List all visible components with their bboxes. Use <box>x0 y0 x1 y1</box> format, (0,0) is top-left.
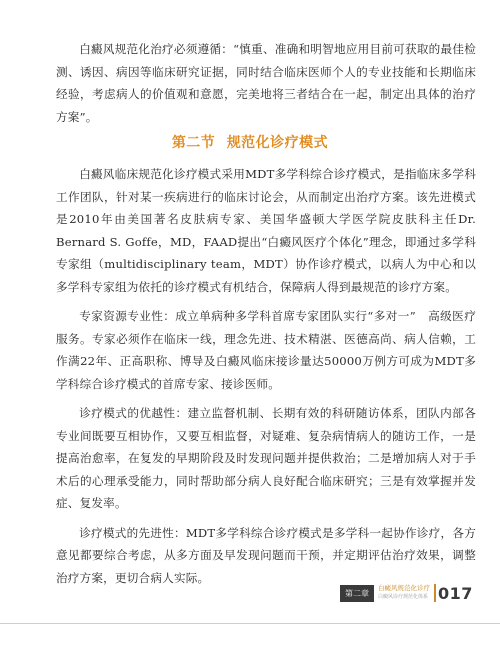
section-number: 第二节 <box>171 135 216 151</box>
section-heading <box>0 132 500 152</box>
footer-divider <box>434 584 436 602</box>
intro-section <box>56 38 476 128</box>
body-section <box>56 163 476 596</box>
footer-titles <box>378 584 430 602</box>
chapter-tab: 第二章 <box>340 585 374 602</box>
body-paragraph-3: 诊疗模式的优越性：建立监督机制、长期有效的科研随访体系，团队内部各专业间既要互相协作，又要互相监督，对疑难、复杂病情病人的随访工作，一是提高治愈率，在复发的早期阶段及时发现问题并提供救治；二是增加病人对于手术后的心理承受能力，同时帮助部分病人良好配合临床研究；三是有效掌握并发症、复发率。 <box>56 406 476 510</box>
body-paragraph-4: 诊疗模式的先进性：MDT多学科综合诊疗模式是多学科一起协作诊疗，各方意见都要综合考虑，从多方面及早发现问题而干预，并定期评估治疗效果，调整治疗方案，更切合病人实际。 <box>56 525 476 585</box>
body-paragraph-2: 专家资源专业性：成立单病种多学科首席专家团队实行“多对一” 高级医疗服务。专家必须作在临床一线，理念先进、技术精湛、医德高尚、病人信赖，工作满22年、正高职称、博导及白癜风临床接诊量达50000万例方可成为MDT多学科综合诊疗模式的首席专家、接诊医师。 <box>56 309 476 391</box>
section-title: 规范化诊疗模式 <box>226 135 329 151</box>
bottom-rule <box>0 623 500 624</box>
page-footer <box>340 583 473 603</box>
body-paragraph-1: 白癜风临床规范化诊疗模式采用MDT多学科综合诊疗模式，是指临床多学科工作团队，针对某一疾病进行的临床讨论会，从而制定出治疗方案。该先进模式是2010年由美国著名皮肤病专家、美国华盛顿大学医学院皮肤科主任Dr. Bernard S. Goffe，MD，FAAD提出“白癜风医疗个体化”理念，即通过多学科专家组（multidisciplinary team，MDT）协作诊疗模式，以病人为中心和以多学科专家组为依托的诊疗模式有机结合，保障病人得到最规范的诊疗方案。 <box>56 167 476 294</box>
footer-book-title: 白癜风规范化诊疗 <box>378 584 430 592</box>
intro-paragraph: 白癜风规范化治疗必须遵循：“慎重、准确和明智地应用目前可获取的最佳检测、诱因、病因等临床研究证据，同时结合临床医师个人的专业技能和长期临床经验，考虑病人的价值观和意愿，完美地将三者结合在一起，制定出具体的治疗方案”。 <box>56 42 476 124</box>
page-number: 017 <box>438 583 473 603</box>
footer-subtitle: 白癜风诊疗规范化体系 <box>378 594 429 600</box>
